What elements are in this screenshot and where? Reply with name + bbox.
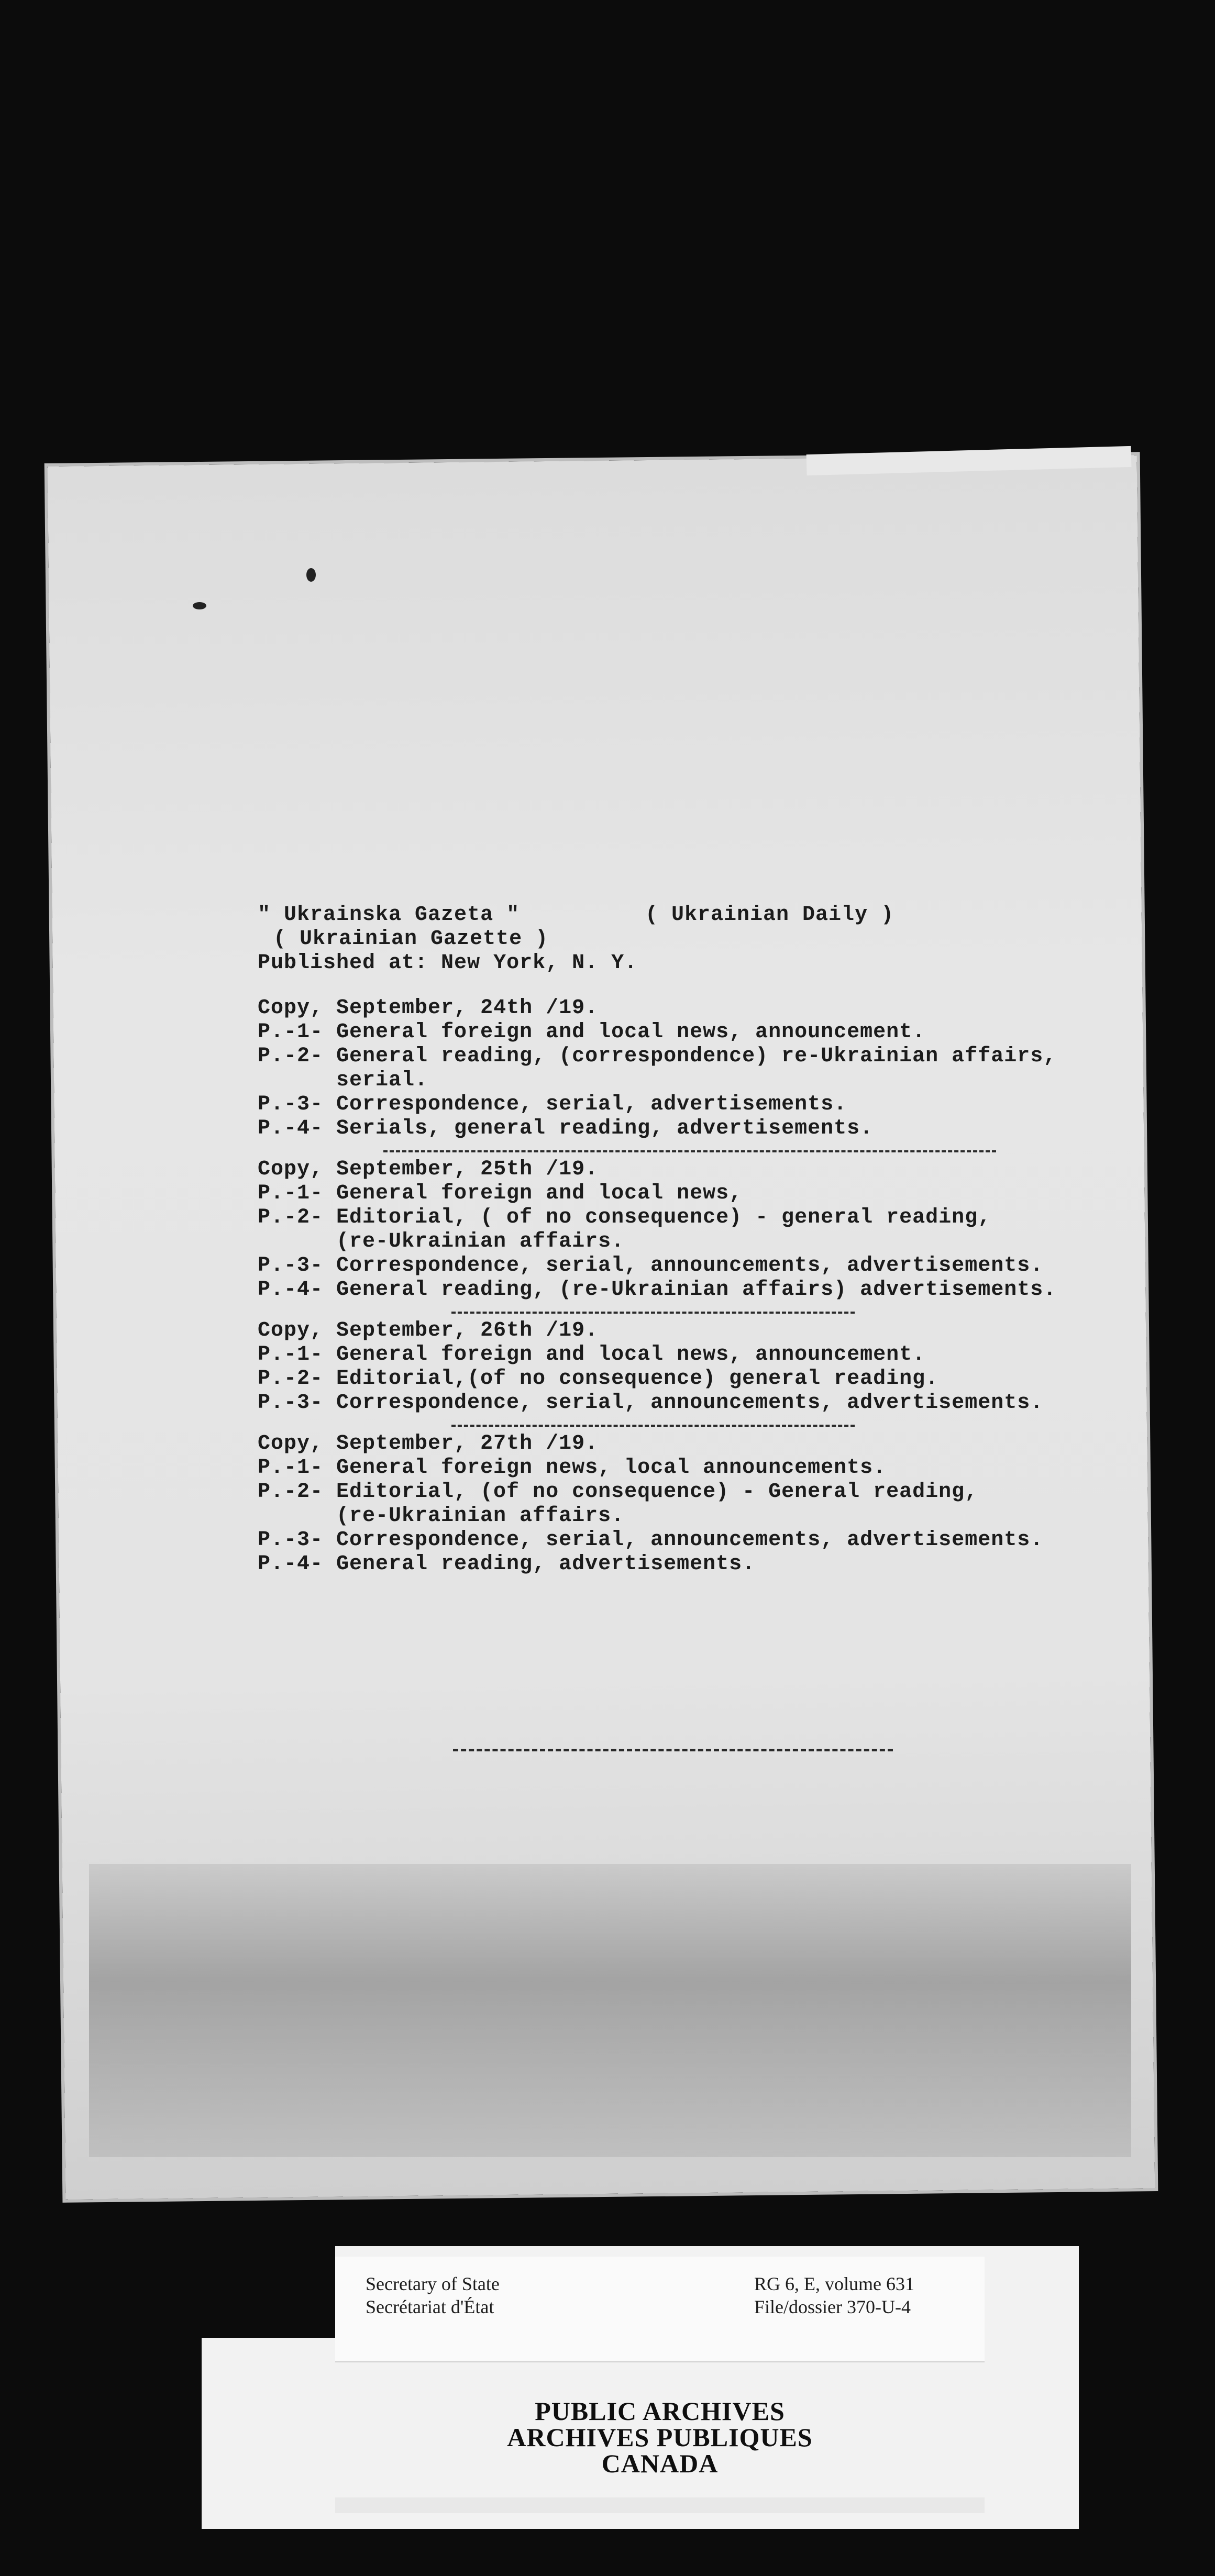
issue-block [258, 1158, 1075, 1314]
file-number: File/dossier 370-U-4 [754, 2296, 911, 2317]
ink-mark [193, 602, 206, 609]
ink-mark [306, 568, 316, 582]
card-notch [202, 2246, 335, 2338]
publication-place: Published at: New York, N. Y. [258, 951, 638, 975]
page-entry: P.-1- General foreign news, local announcements. [258, 1456, 887, 1480]
page-smudge [89, 1864, 1131, 2157]
archive-line-3: CANADA [601, 2449, 719, 2478]
issue-block [258, 1432, 1075, 1576]
separator-line [383, 1150, 996, 1152]
department-fr: Secrétariat d'État [366, 2296, 494, 2317]
archive-reference-label [335, 2257, 985, 2361]
separator-line [451, 1312, 855, 1314]
page-entry: (re-Ukrainian affairs. [336, 1230, 625, 1253]
issue-copy-line: Copy, September, 26th /19. [258, 1319, 599, 1342]
issue-copy-line: Copy, September, 25th /19. [258, 1158, 599, 1181]
department [366, 2272, 500, 2318]
page-entry: P.-2- Editorial,(of no consequence) general reading. [258, 1367, 939, 1391]
page-entry: P.-4- Serials, general reading, advertisements. [258, 1117, 874, 1140]
page-entry: P.-4- General reading, (re-Ukrainian affairs) advertisements. [258, 1278, 1057, 1302]
file-reference [754, 2272, 914, 2318]
page-entry: P.-1- General foreign and local news, announcement. [258, 1020, 926, 1044]
page-entry: (re-Ukrainian affairs. [336, 1504, 625, 1528]
department-en: Secretary of State [366, 2273, 500, 2294]
page-entry: P.-3- Correspondence, serial, advertisements. [258, 1093, 847, 1116]
page-entry: P.-3- Correspondence, serial, announcements, advertisements. [258, 1391, 1044, 1415]
issue-copy-line: Copy, September, 24th /19. [258, 996, 599, 1020]
card-bottom-strip [335, 2497, 985, 2513]
page-entry: P.-1- General foreign and local news, [258, 1182, 743, 1205]
document-body [258, 903, 1075, 1576]
archive-line-2: ARCHIVES PUBLIQUES [507, 2423, 813, 2452]
issue-block [258, 1319, 1075, 1427]
newspaper-subtitle: ( Ukrainian Daily ) [645, 903, 894, 927]
page-entry: P.-3- Correspondence, serial, announcements, advertisements. [258, 1528, 1044, 1552]
issue-copy-line: Copy, September, 27th /19. [258, 1432, 599, 1456]
page-entry: P.-2- Editorial, ( of no consequence) - general reading, [258, 1206, 991, 1229]
page-entry: P.-4- General reading, advertisements. [258, 1552, 756, 1576]
newspaper-title: " Ukrainska Gazeta " [258, 903, 520, 927]
issue-block [258, 996, 1075, 1152]
separator-line [451, 1425, 855, 1427]
page-entry: serial. [336, 1069, 428, 1092]
newspaper-translation: ( Ukrainian Gazette ) [273, 927, 549, 951]
closing-separator [453, 1749, 893, 1751]
page-entry: P.-1- General foreign and local news, announcement. [258, 1343, 926, 1367]
record-group: RG 6, E, volume 631 [754, 2273, 914, 2294]
archive-line-1: PUBLIC ARCHIVES [535, 2396, 785, 2426]
header-row [258, 903, 1075, 927]
page-entry: P.-2- General reading, (correspondence) re-Ukrainian affairs, [258, 1045, 1057, 1068]
page-entry: P.-3- Correspondence, serial, announcements, advertisements. [258, 1254, 1044, 1278]
page-entry: P.-2- Editorial, (of no consequence) - General reading, [258, 1480, 978, 1504]
